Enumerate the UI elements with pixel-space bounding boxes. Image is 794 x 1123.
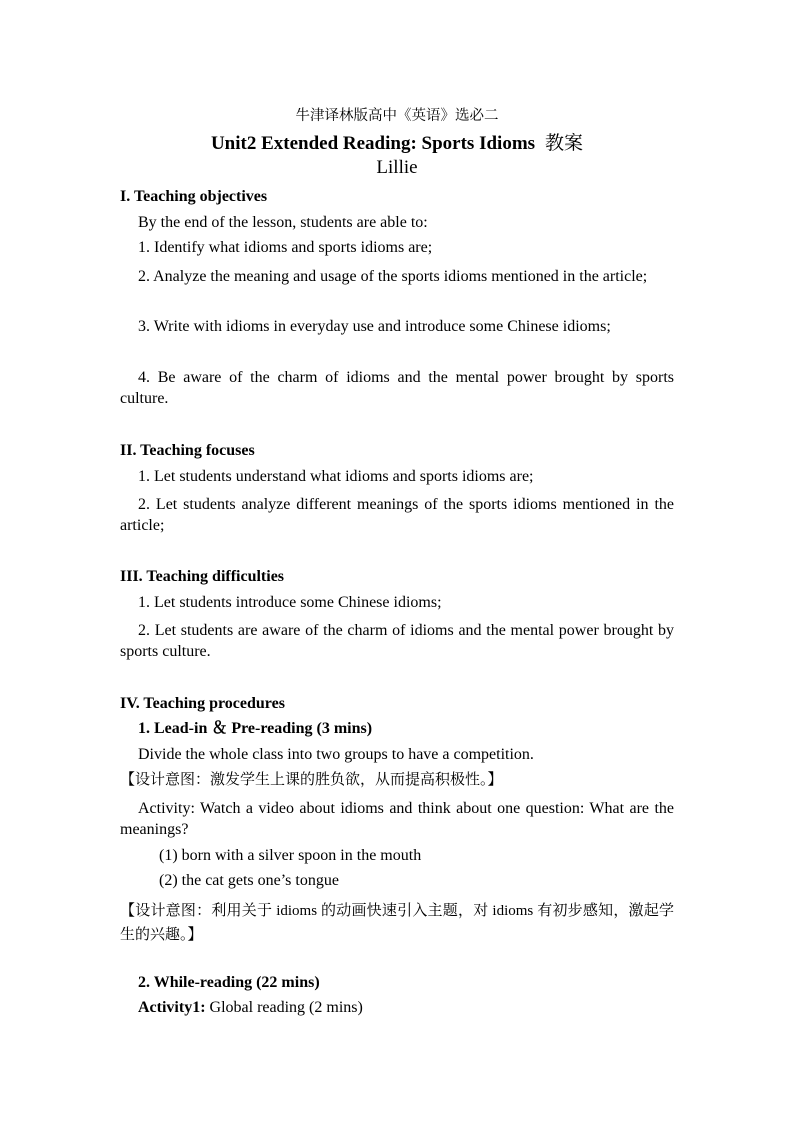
objective-item-4: 4. Be aware of the charm of idioms and the mental power brought by sports culture. (120, 369, 674, 407)
section-heading-procedures: IV. Teaching procedures (120, 695, 285, 712)
difficulty-item-2: 2. Let students are aware of the charm of idioms and the mental power brought by sports culture. (120, 622, 674, 660)
title-cn: 教案 (545, 133, 584, 154)
document-author: Lillie (376, 157, 418, 178)
section-heading-objectives: I. Teaching objectives (120, 188, 268, 205)
section-heading-focuses: II. Teaching focuses (120, 442, 255, 459)
objective-item-1: 1. Identify what idioms and sports idioms are; (138, 239, 433, 256)
objective-item-3: 3. Write with idioms in everyday use and introduce some Chinese idioms; (138, 318, 611, 335)
step-1-activity: Activity: Watch a video about idioms and think about one question: What are the meanings? (120, 800, 674, 838)
question-1: (1) born with a silver spoon in the mouth (159, 847, 422, 864)
focus-item-2: 2. Let students analyze different meanings of the sports idioms mentioned in the article; (120, 496, 674, 534)
document-title (120, 128, 674, 155)
activity-1-label: Activity1: (138, 999, 206, 1016)
step-1-text: Divide the whole class into two groups to have a competition. (138, 746, 534, 763)
step-2-activity (120, 997, 692, 1018)
activity-1-text: Global reading (2 mins) (205, 999, 363, 1016)
section-heading-difficulties: III. Teaching difficulties (120, 568, 285, 585)
objective-item-2: 2. Analyze the meaning and usage of the sports idioms mentioned in the article; (138, 268, 648, 285)
title-text: Unit2 Extended Reading: Sports Idioms (210, 133, 536, 154)
difficulty-item-1: 1. Let students introduce some Chinese idioms; (138, 594, 442, 611)
objectives-intro: By the end of the lesson, students are able to: (138, 214, 428, 231)
step-2-label: 2. While-reading (22 mins) (138, 974, 320, 991)
focus-item-1: 1. Let students understand what idioms and sports idioms are; (138, 468, 534, 485)
document-subhead: 牛津译林版高中《英语》选必二 (295, 108, 499, 124)
design-note-1: 【设计意图：激发学生上课的胜负欲，从而提高积极性。】 (120, 772, 503, 788)
question-2: (2) the cat gets one’s tongue (159, 872, 339, 889)
design-note-2: 【设计意图：利用关于 idioms 的动画快速引入主题，对 idioms 有初步感知，激起学生的兴趣。】 (120, 903, 674, 943)
step-1-label: 1. Lead-in ＆ Pre-reading (3 mins) (138, 720, 373, 737)
